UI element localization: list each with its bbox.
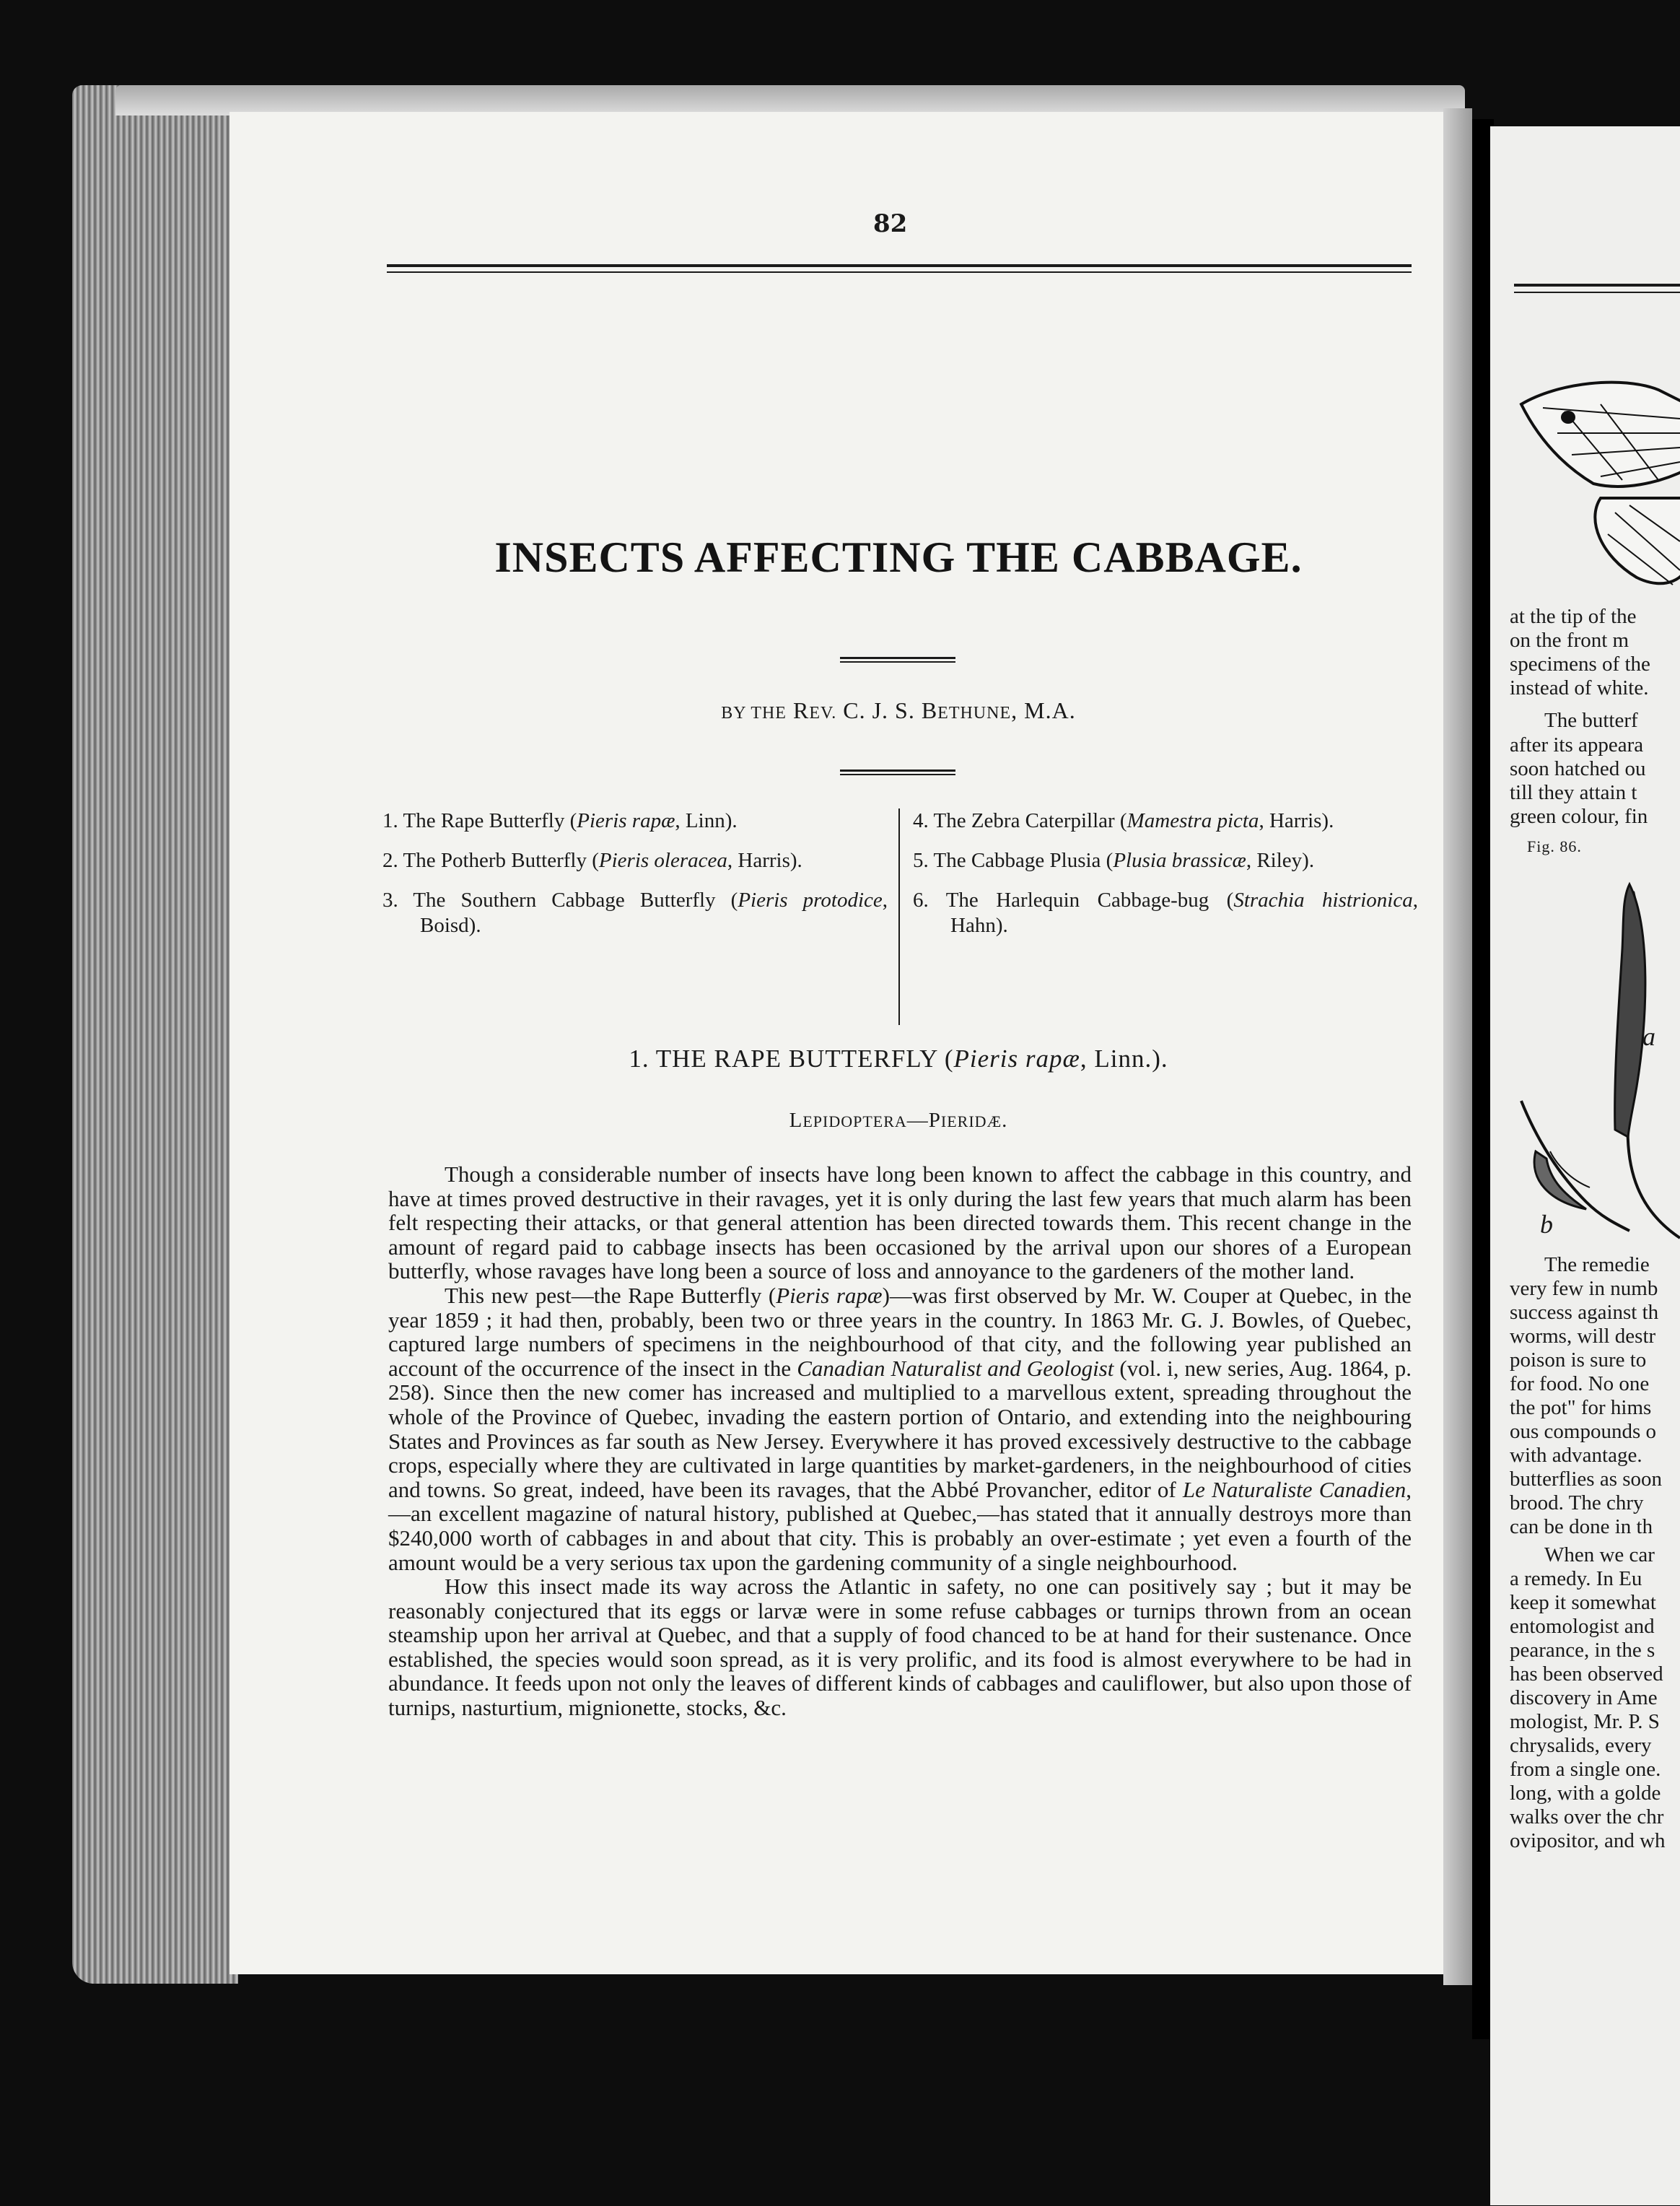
right-page-line: The remedie [1544, 1253, 1650, 1276]
byline-surname-small: ETHUNE [937, 704, 1012, 723]
list-text: , Hahn). [950, 889, 1418, 937]
right-page-line: with advantage. [1510, 1444, 1642, 1467]
byline-prefix: BY THE [721, 704, 787, 723]
list-number: 3. [382, 889, 398, 912]
byline-initials: C. J. S. [843, 697, 915, 723]
right-page-line: butterflies as soon [1510, 1468, 1663, 1491]
paragraph-1: Though a considerable number of insects have long been known to affect the cabbage in this country, and have at times proved destructive in their ravages, yet it is only during the last few years that much alarm has been felt respecting their attacks, or that general attention has been directed towards them. This recent change in the amount of regard paid to cabbage insects has been occasioned by the arrival upon our shores of a European butterfly, whose ravages have long been a source of loss and annoyance to the gardeners of the mother land. [388, 1161, 1412, 1284]
family-small: IERIDÆ [940, 1112, 1002, 1130]
right-page-line: green colour, fin [1510, 805, 1648, 828]
journal-title: Le Naturaliste Canadien [1182, 1476, 1406, 1502]
page-number: 82 [873, 209, 908, 238]
right-page-line: brood. The chry [1510, 1491, 1644, 1514]
list-text: The Cabbage Plusia ( [933, 849, 1114, 872]
right-page-line: When we car [1544, 1543, 1655, 1566]
paragraph-text: (vol. i, new series, Aug. 1864, p. 258). Since then the new comer has increased and multiplied to a marvellous extent, spreading throughout the whole of the Province of Quebec, invading the eastern portion of Ontario, and extending into the neighbouring States and Provinces as far south as New Jersey. Everywhere it has proved excessively destructive to the cabbage crops, especially where they are cultivated in large quantities by market-gardeners, in the neighbourhood of cities and towns. So great, indeed, have been its ravages, that the Abbé Provancher, editor of [388, 1355, 1412, 1502]
list-text: , Riley). [1246, 849, 1315, 872]
right-page-line: soon hatched ou [1510, 757, 1646, 780]
dash: — [906, 1109, 929, 1132]
right-page-line: for food. No one [1510, 1372, 1650, 1395]
list-item [913, 848, 1418, 873]
list-item [382, 888, 888, 938]
list-text: The Southern Cabbage Butterfly ( [413, 889, 738, 912]
right-page-line: long, with a golde [1510, 1782, 1661, 1805]
right-page-line: instead of white. [1510, 676, 1649, 699]
list-number: 1. [382, 809, 398, 832]
list-item [913, 888, 1418, 938]
list-number: 2. [382, 849, 398, 872]
right-page-line: the pot" for hims [1510, 1396, 1652, 1419]
paragraph-2 [388, 1283, 1412, 1574]
contents-list-left [382, 808, 888, 953]
title-rule [840, 657, 955, 663]
figure-letter-b: b [1540, 1210, 1553, 1239]
section-heading-text: , Linn.). [1080, 1045, 1168, 1073]
paragraph-text: This new pest—the Rape Butterfly ( [445, 1282, 776, 1308]
list-text: The Zebra Caterpillar ( [933, 809, 1127, 832]
order-cap: L [789, 1109, 803, 1132]
byline-rule [840, 770, 955, 775]
species-name: Mamestra picta [1126, 809, 1259, 832]
right-page-line: very few in numb [1510, 1277, 1658, 1300]
species-name: Pieris oleracea [598, 849, 727, 872]
species-name: Pieris rapæ [953, 1045, 1080, 1073]
right-page-line: poison is sure to [1510, 1348, 1647, 1372]
figure-letter-a: a [1642, 1022, 1655, 1051]
byline-rev-cap: R [792, 697, 810, 723]
figure-label: Fig. 86. [1527, 837, 1582, 855]
taxonomy-heading [375, 1109, 1422, 1133]
right-page-header-rule [1514, 284, 1680, 293]
book-page-edges [72, 85, 238, 1984]
column-divider [898, 808, 900, 1025]
right-page-line: a remedy. In Eu [1510, 1567, 1642, 1590]
book-top-edge [115, 85, 1465, 115]
list-text: The Harlequin Cabbage-bug ( [945, 889, 1234, 912]
list-text: , Harris). [1259, 809, 1334, 832]
right-page-line: from a single one. [1510, 1758, 1661, 1781]
list-number: 6. [913, 889, 929, 912]
paragraph-text: , —an excellent magazine of natural history, published at Quebec,—has stated that it annually destroys more than $240,000 worth of cabbages in and about that city. This is probably an over-estimate ; yet even a fourth of the amount would be a very serious tax upon the gardening community of a single neighbourhood. [388, 1476, 1412, 1575]
list-number: 4. [913, 809, 929, 832]
butterfly-illustration [1514, 361, 1680, 599]
list-text: , Harris). [727, 849, 802, 872]
right-page-line: entomologist and [1510, 1615, 1655, 1638]
list-text: The Rape Butterfly ( [403, 809, 577, 832]
species-name: Pieris rapæ [577, 809, 675, 832]
species-name: Pieris protodice [738, 889, 883, 912]
paragraph-3: How this insect made its way across the Atlantic in safety, no one can positively say ; but it may be reasonably conjectured that its eggs or larvæ were in some refuse cabbages or turnips thrown from an ocean steamship upon her arrival at Quebec, and that a supply of food chanced to be at hand for their sustenance. Once established, the species would soon spread, as it is very prolific, and its food is almost everywhere to be had in abundance. It feeds upon not only the leaves of different kinds of cabbages and cauliflower, but also upon those of turnips, nasturtium, mignionette, stocks, &c. [388, 1574, 1412, 1721]
paragraph-text: )—was first observed by Mr. W. Couper at Quebec, in the year 1859 ; it had then, probably, been two or three years in the country. In 1863 Mr. G. J. Bowles, of Quebec, captured large numbers of specimens in the neighbourhood of that city, and the following year published an account of the occurrence of the insect in the [388, 1282, 1412, 1381]
species-name: Pieris rapæ [776, 1282, 883, 1308]
list-number: 5. [913, 849, 929, 872]
list-text: The Potherb Butterfly ( [403, 849, 599, 872]
right-page-line: worms, will destr [1510, 1325, 1656, 1348]
section-heading [375, 1045, 1422, 1073]
right-page-line: success against th [1510, 1301, 1659, 1324]
right-page-line: discovery in Ame [1510, 1686, 1658, 1709]
list-item [382, 808, 888, 834]
byline-degree: , M.A. [1011, 697, 1076, 723]
right-page-line: on the front m [1510, 629, 1629, 652]
right-page-line: The butterf [1544, 709, 1638, 732]
species-name: Strachia histrionica [1233, 889, 1413, 912]
page-fold-shadow [1443, 108, 1472, 1985]
right-page-line: walks over the chr [1510, 1805, 1664, 1828]
species-name: Plusia brassicæ [1113, 849, 1246, 872]
contents-list-right [913, 808, 1418, 953]
section-heading-text: 1. THE RAPE BUTTERFLY ( [629, 1045, 954, 1073]
byline-surname-cap: B [921, 697, 938, 723]
right-page-line: till they attain t [1510, 781, 1637, 804]
header-rule [387, 264, 1412, 273]
list-item [913, 808, 1418, 834]
right-page-line: has been observed [1510, 1662, 1663, 1686]
right-page-line: keep it somewhat [1510, 1591, 1656, 1614]
right-page-line: pearance, in the s [1510, 1639, 1655, 1662]
caterpillar-illustration [1507, 863, 1680, 1245]
right-page-line: can be done in th [1510, 1515, 1653, 1538]
journal-title: Canadian Naturalist and Geologist [797, 1355, 1114, 1381]
order-small: EPIDOPTERA [802, 1112, 907, 1130]
right-page-line: mologist, Mr. P. S [1510, 1710, 1660, 1733]
list-text: , Boisd). [420, 889, 888, 937]
right-page-line: chrysalids, every [1510, 1734, 1652, 1757]
right-page-line: ous compounds o [1510, 1420, 1656, 1443]
article-body [388, 1162, 1412, 1720]
byline [375, 697, 1422, 724]
article-title: INSECTS AFFECTING THE CABBAGE. [494, 533, 1303, 581]
right-page-line: ovipositor, and wh [1510, 1829, 1666, 1852]
right-page-line: after its appeara [1510, 733, 1644, 757]
family-cap: P [928, 1109, 941, 1132]
byline-rev-small: EV. [809, 704, 837, 723]
period: . [1002, 1109, 1008, 1132]
right-page-line: specimens of the [1510, 653, 1650, 676]
right-page-line: at the tip of the [1510, 605, 1637, 628]
list-text: , Linn). [675, 809, 738, 832]
list-item [382, 848, 888, 873]
